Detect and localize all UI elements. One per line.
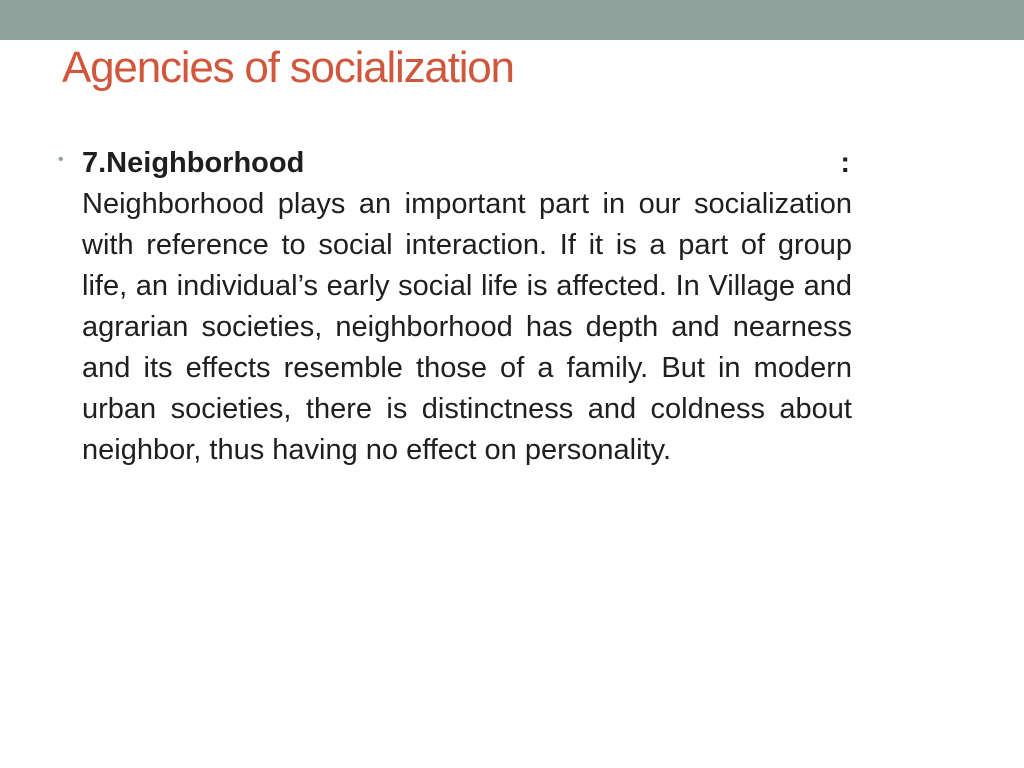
slide-title: Agencies of socialization	[62, 43, 514, 92]
bullet-marker-icon: •	[58, 151, 64, 168]
slide-content	[58, 143, 852, 471]
bullet-item	[58, 143, 852, 471]
bullet-separator: :	[840, 147, 850, 179]
bullet-heading: 7.Neighborhood	[82, 147, 305, 179]
header-band	[0, 0, 1024, 40]
bullet-heading-line	[82, 143, 852, 184]
bullet-body-text: Neighborhood plays an important part in our socialization with reference to social interaction. If it is a part of group life, an individual’s early social life is affected. In Village and agrarian societies, neighborhood has depth and nearness and its effects resemble those of a family. But in modern urban societies, there is distinctness and coldness about neighbor, thus having no effect on personality.	[82, 188, 852, 466]
